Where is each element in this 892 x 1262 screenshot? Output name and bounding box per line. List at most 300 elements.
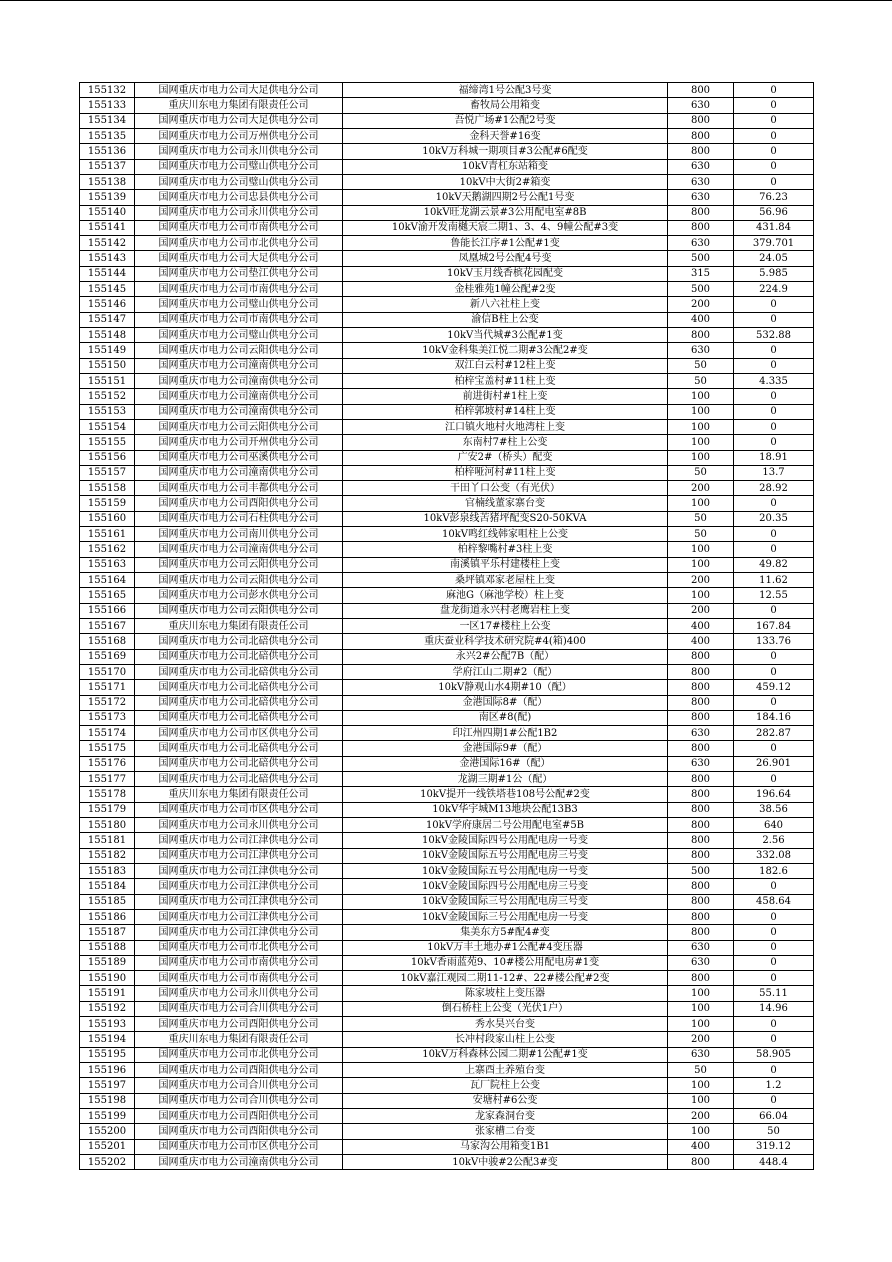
transformer-name-cell: 长冲村段家山柱上公变: [343, 1032, 668, 1047]
transformer-name-cell: 一区17#楼柱上公变: [343, 618, 668, 633]
table-row: [80, 266, 814, 281]
company-cell: 国网重庆市电力公司江津供电分公司: [135, 879, 343, 894]
company-cell: 国网重庆市电力公司市南供电分公司: [135, 312, 343, 327]
company-cell: 国网重庆市电力公司潼南供电分公司: [135, 389, 343, 404]
value-cell: 167.84: [734, 618, 814, 633]
transformer-name-cell: 10kV中大街2#箱变: [343, 174, 668, 189]
company-cell: 国网重庆市电力公司开州供电分公司: [135, 435, 343, 450]
row-id-cell: 155169: [80, 649, 135, 664]
capacity-cell: 400: [668, 618, 734, 633]
company-cell: 国网重庆市电力公司北碚供电分公司: [135, 741, 343, 756]
row-id-cell: 155147: [80, 312, 135, 327]
value-cell: 640: [734, 818, 814, 833]
transformer-name-cell: 柏梓郭坡村#14柱上变: [343, 404, 668, 419]
table-row: [80, 328, 814, 343]
table-row: [80, 557, 814, 572]
capacity-cell: 100: [668, 1124, 734, 1139]
capacity-cell: 50: [668, 1063, 734, 1078]
table-row: [80, 986, 814, 1001]
company-cell: 国网重庆市电力公司垫江供电分公司: [135, 266, 343, 281]
row-id-cell: 155183: [80, 863, 135, 878]
value-cell: 0: [734, 1032, 814, 1047]
row-id-cell: 155168: [80, 634, 135, 649]
table-row: [80, 251, 814, 266]
company-cell: 国网重庆市电力公司酉阳供电分公司: [135, 1108, 343, 1123]
transformer-name-cell: 上寨酉土养殖台变: [343, 1063, 668, 1078]
value-cell: 379.701: [734, 236, 814, 251]
capacity-cell: 100: [668, 1017, 734, 1032]
capacity-cell: 800: [668, 848, 734, 863]
value-cell: 14.96: [734, 1001, 814, 1016]
transformer-name-cell: 龙湖三期#1公（配）: [343, 772, 668, 787]
company-cell: 国网重庆市电力公司云阳供电分公司: [135, 557, 343, 572]
value-cell: 0: [734, 1063, 814, 1078]
company-cell: 国网重庆市电力公司酉阳供电分公司: [135, 496, 343, 511]
transformer-name-cell: 秀水昊兴台变: [343, 1017, 668, 1032]
row-id-cell: 155180: [80, 818, 135, 833]
transformer-name-cell: 10kV彭泉线苦猪坪配变S20-50KVA: [343, 511, 668, 526]
value-cell: 0: [734, 1093, 814, 1108]
table-row: [80, 1063, 814, 1078]
company-cell: 国网重庆市电力公司潼南供电分公司: [135, 404, 343, 419]
transformer-name-cell: 张家槽二台变: [343, 1124, 668, 1139]
value-cell: 1.2: [734, 1078, 814, 1093]
table-row: [80, 1154, 814, 1169]
row-id-cell: 155155: [80, 435, 135, 450]
table-row: [80, 83, 814, 98]
company-cell: 国网重庆市电力公司江津供电分公司: [135, 894, 343, 909]
company-cell: 重庆川东电力集团有限责任公司: [135, 1032, 343, 1047]
company-cell: 国网重庆市电力公司北碚供电分公司: [135, 649, 343, 664]
value-cell: 0: [734, 404, 814, 419]
capacity-cell: 800: [668, 205, 734, 220]
transformer-name-cell: 10kV香雨蓝苑9、10#楼公用配电房#1变: [343, 955, 668, 970]
transformer-name-cell: 10kV青杠东站箱变: [343, 159, 668, 174]
transformer-name-cell: 南溪镇平乐村建楼柱上变: [343, 557, 668, 572]
transformer-name-cell: 印江州四期1#公配1B2: [343, 726, 668, 741]
company-cell: 国网重庆市电力公司丰都供电分公司: [135, 481, 343, 496]
row-id-cell: 155157: [80, 465, 135, 480]
company-cell: 国网重庆市电力公司大足供电分公司: [135, 251, 343, 266]
value-cell: 0: [734, 113, 814, 128]
transformer-name-cell: 10kV学府康居二号公用配电室#5B: [343, 818, 668, 833]
table-row: [80, 220, 814, 235]
capacity-cell: 50: [668, 527, 734, 542]
value-cell: 224.9: [734, 282, 814, 297]
row-id-cell: 155166: [80, 603, 135, 618]
row-id-cell: 155143: [80, 251, 135, 266]
value-cell: 0: [734, 128, 814, 143]
table-row: [80, 787, 814, 802]
capacity-cell: 100: [668, 1093, 734, 1108]
table-row: [80, 1078, 814, 1093]
value-cell: 332.08: [734, 848, 814, 863]
value-cell: 28.92: [734, 481, 814, 496]
value-cell: 0: [734, 435, 814, 450]
transformer-name-cell: 金科天誉#16变: [343, 128, 668, 143]
transformer-name-cell: 新八六社柱上变: [343, 297, 668, 312]
company-cell: 国网重庆市电力公司潼南供电分公司: [135, 373, 343, 388]
table-row: [80, 680, 814, 695]
value-cell: 0: [734, 955, 814, 970]
company-cell: 国网重庆市电力公司永川供电分公司: [135, 205, 343, 220]
value-cell: 0: [734, 144, 814, 159]
table-row: [80, 1124, 814, 1139]
row-id-cell: 155193: [80, 1017, 135, 1032]
capacity-cell: 200: [668, 297, 734, 312]
company-cell: 国网重庆市电力公司北碚供电分公司: [135, 756, 343, 771]
table-row: [80, 772, 814, 787]
value-cell: 431.84: [734, 220, 814, 235]
capacity-cell: 800: [668, 144, 734, 159]
row-id-cell: 155132: [80, 83, 135, 98]
capacity-cell: 100: [668, 1001, 734, 1016]
table-row: [80, 726, 814, 741]
value-cell: 12.55: [734, 588, 814, 603]
table-row: [80, 971, 814, 986]
capacity-cell: 100: [668, 419, 734, 434]
value-cell: 182.6: [734, 863, 814, 878]
capacity-cell: 800: [668, 328, 734, 343]
transformer-name-cell: 10kV华宇城M13地块公配13B3: [343, 802, 668, 817]
transformer-name-cell: 金港国际8#（配）: [343, 695, 668, 710]
row-id-cell: 155142: [80, 236, 135, 251]
transformer-name-cell: 干田丫口公变（有光伏）: [343, 481, 668, 496]
table-row: [80, 1047, 814, 1062]
company-cell: 国网重庆市电力公司潼南供电分公司: [135, 465, 343, 480]
capacity-cell: 100: [668, 1078, 734, 1093]
transformer-name-cell: 重庆蚕业科学技术研究院#4(箱)400: [343, 634, 668, 649]
transformer-name-cell: 前进街村#1柱上变: [343, 389, 668, 404]
capacity-cell: 630: [668, 726, 734, 741]
company-cell: 国网重庆市电力公司市区供电分公司: [135, 1139, 343, 1154]
table-row: [80, 343, 814, 358]
table-row: [80, 159, 814, 174]
capacity-cell: 50: [668, 358, 734, 373]
capacity-cell: 400: [668, 312, 734, 327]
value-cell: 0: [734, 343, 814, 358]
value-cell: 0: [734, 695, 814, 710]
transformer-name-cell: 金港国际9#（配）: [343, 741, 668, 756]
value-cell: 0: [734, 297, 814, 312]
transformer-name-cell: 10kV天鹅湖四期2号公配1号变: [343, 190, 668, 205]
table-row: [80, 465, 814, 480]
capacity-cell: 800: [668, 772, 734, 787]
capacity-cell: 800: [668, 649, 734, 664]
value-cell: 2.56: [734, 833, 814, 848]
row-id-cell: 155145: [80, 282, 135, 297]
table-row: [80, 848, 814, 863]
capacity-cell: 630: [668, 174, 734, 189]
transformer-name-cell: 10kV中骏#2公配3#变: [343, 1154, 668, 1169]
value-cell: 0: [734, 419, 814, 434]
capacity-cell: 630: [668, 159, 734, 174]
transformer-name-cell: 10kV嘉江观园二期11-12#、22#楼公配#2变: [343, 971, 668, 986]
capacity-cell: 800: [668, 741, 734, 756]
row-id-cell: 155201: [80, 1139, 135, 1154]
company-cell: 国网重庆市电力公司石柱供电分公司: [135, 511, 343, 526]
value-cell: 184.16: [734, 710, 814, 725]
capacity-cell: 50: [668, 465, 734, 480]
value-cell: 0: [734, 909, 814, 924]
company-cell: 国网重庆市电力公司璧山供电分公司: [135, 297, 343, 312]
company-cell: 国网重庆市电力公司永川供电分公司: [135, 818, 343, 833]
company-cell: 国网重庆市电力公司潼南供电分公司: [135, 358, 343, 373]
value-cell: 5.985: [734, 266, 814, 281]
transformer-name-cell: 10kV金陵国际三号公用配电房一号变: [343, 909, 668, 924]
transformer-name-cell: 马家沟公用箱变1B1: [343, 1139, 668, 1154]
row-id-cell: 155134: [80, 113, 135, 128]
transformer-name-cell: 柏梓哑河村#11柱上变: [343, 465, 668, 480]
row-id-cell: 155172: [80, 695, 135, 710]
value-cell: 49.82: [734, 557, 814, 572]
company-cell: 国网重庆市电力公司合川供电分公司: [135, 1078, 343, 1093]
table-row: [80, 756, 814, 771]
transformer-name-cell: 柏梓黎嘴村#3柱上变: [343, 542, 668, 557]
transformer-name-cell: 福缔湾1号公配3号变: [343, 83, 668, 98]
capacity-cell: 50: [668, 373, 734, 388]
company-cell: 国网重庆市电力公司酉阳供电分公司: [135, 1063, 343, 1078]
capacity-cell: 800: [668, 128, 734, 143]
transformer-name-cell: 陈家坡柱上变压器: [343, 986, 668, 1001]
table-row: [80, 527, 814, 542]
capacity-cell: 100: [668, 588, 734, 603]
table-row: [80, 312, 814, 327]
row-id-cell: 155148: [80, 328, 135, 343]
company-cell: 国网重庆市电力公司江津供电分公司: [135, 833, 343, 848]
company-cell: 国网重庆市电力公司万州供电分公司: [135, 128, 343, 143]
value-cell: 0: [734, 159, 814, 174]
transformer-name-cell: 金桂雅苑1幢公配#2变: [343, 282, 668, 297]
capacity-cell: 100: [668, 389, 734, 404]
transformer-table: [79, 82, 814, 1170]
table-row: [80, 863, 814, 878]
transformer-name-cell: 10kV金陵国际四号公用配电房三号变: [343, 879, 668, 894]
company-cell: 国网重庆市电力公司市区供电分公司: [135, 726, 343, 741]
row-id-cell: 155153: [80, 404, 135, 419]
table-body: [80, 83, 814, 1170]
top-border-line: [0, 0, 892, 1]
table-row: [80, 741, 814, 756]
row-id-cell: 155163: [80, 557, 135, 572]
table-row: [80, 174, 814, 189]
capacity-cell: 800: [668, 787, 734, 802]
value-cell: 0: [734, 83, 814, 98]
value-cell: 0: [734, 603, 814, 618]
capacity-cell: 200: [668, 1108, 734, 1123]
capacity-cell: 500: [668, 863, 734, 878]
row-id-cell: 155194: [80, 1032, 135, 1047]
company-cell: 国网重庆市电力公司北碚供电分公司: [135, 710, 343, 725]
table-row: [80, 894, 814, 909]
transformer-name-cell: 鲁能长江序#1公配#1变: [343, 236, 668, 251]
row-id-cell: 155140: [80, 205, 135, 220]
company-cell: 国网重庆市电力公司市北供电分公司: [135, 1047, 343, 1062]
capacity-cell: 100: [668, 986, 734, 1001]
row-id-cell: 155186: [80, 909, 135, 924]
capacity-cell: 800: [668, 894, 734, 909]
company-cell: 国网重庆市电力公司市南供电分公司: [135, 282, 343, 297]
capacity-cell: 800: [668, 833, 734, 848]
transformer-name-cell: 江口镇火地村火地湾柱上变: [343, 419, 668, 434]
table-row: [80, 419, 814, 434]
table-row: [80, 98, 814, 113]
row-id-cell: 155150: [80, 358, 135, 373]
transformer-name-cell: 10kV渝开发南樾天宸二期1、3、4、9幢公配#3变: [343, 220, 668, 235]
row-id-cell: 155182: [80, 848, 135, 863]
table-row: [80, 511, 814, 526]
row-id-cell: 155200: [80, 1124, 135, 1139]
value-cell: 66.04: [734, 1108, 814, 1123]
row-id-cell: 155146: [80, 297, 135, 312]
row-id-cell: 155159: [80, 496, 135, 511]
company-cell: 国网重庆市电力公司璧山供电分公司: [135, 174, 343, 189]
value-cell: 0: [734, 971, 814, 986]
row-id-cell: 155151: [80, 373, 135, 388]
transformer-name-cell: 学府江山二期#2（配）: [343, 664, 668, 679]
capacity-cell: 500: [668, 251, 734, 266]
table-row: [80, 190, 814, 205]
value-cell: 0: [734, 389, 814, 404]
value-cell: 56.96: [734, 205, 814, 220]
capacity-cell: 800: [668, 802, 734, 817]
row-id-cell: 155195: [80, 1047, 135, 1062]
value-cell: 55.11: [734, 986, 814, 1001]
company-cell: 国网重庆市电力公司酉阳供电分公司: [135, 1124, 343, 1139]
row-id-cell: 155199: [80, 1108, 135, 1123]
company-cell: 国网重庆市电力公司北碚供电分公司: [135, 695, 343, 710]
table-row: [80, 925, 814, 940]
capacity-cell: 800: [668, 925, 734, 940]
company-cell: 国网重庆市电力公司巫溪供电分公司: [135, 450, 343, 465]
row-id-cell: 155161: [80, 527, 135, 542]
value-cell: 0: [734, 649, 814, 664]
value-cell: 24.05: [734, 251, 814, 266]
company-cell: 国网重庆市电力公司北碚供电分公司: [135, 772, 343, 787]
capacity-cell: 800: [668, 909, 734, 924]
row-id-cell: 155144: [80, 266, 135, 281]
transformer-name-cell: 10kV鸣红线韩家咀柱上公变: [343, 527, 668, 542]
company-cell: 国网重庆市电力公司璧山供电分公司: [135, 328, 343, 343]
company-cell: 国网重庆市电力公司潼南供电分公司: [135, 1154, 343, 1169]
value-cell: 76.23: [734, 190, 814, 205]
capacity-cell: 100: [668, 557, 734, 572]
capacity-cell: 630: [668, 190, 734, 205]
row-id-cell: 155160: [80, 511, 135, 526]
capacity-cell: 630: [668, 955, 734, 970]
transformer-name-cell: 桑坪镇邓家老屋柱上变: [343, 573, 668, 588]
table-row: [80, 1001, 814, 1016]
table-row: [80, 940, 814, 955]
transformer-name-cell: 渝信B柱上公变: [343, 312, 668, 327]
value-cell: 4.335: [734, 373, 814, 388]
table-row: [80, 205, 814, 220]
row-id-cell: 155156: [80, 450, 135, 465]
company-cell: 国网重庆市电力公司永川供电分公司: [135, 144, 343, 159]
capacity-cell: 200: [668, 481, 734, 496]
row-id-cell: 155184: [80, 879, 135, 894]
table-row: [80, 649, 814, 664]
row-id-cell: 155139: [80, 190, 135, 205]
value-cell: 458.64: [734, 894, 814, 909]
capacity-cell: 800: [668, 664, 734, 679]
row-id-cell: 155175: [80, 741, 135, 756]
company-cell: 国网重庆市电力公司市南供电分公司: [135, 955, 343, 970]
table-row: [80, 664, 814, 679]
capacity-cell: 800: [668, 220, 734, 235]
capacity-cell: 630: [668, 756, 734, 771]
transformer-name-cell: 10kV金陵国际三号公用配电房三号变: [343, 894, 668, 909]
row-id-cell: 155189: [80, 955, 135, 970]
transformer-name-cell: 10kV静观山水4期#10（配）: [343, 680, 668, 695]
table-row: [80, 909, 814, 924]
capacity-cell: 800: [668, 818, 734, 833]
table-row: [80, 879, 814, 894]
row-id-cell: 155197: [80, 1078, 135, 1093]
table-row: [80, 128, 814, 143]
value-cell: 0: [734, 174, 814, 189]
table-row: [80, 833, 814, 848]
table-row: [80, 1032, 814, 1047]
table-row: [80, 618, 814, 633]
value-cell: 11.62: [734, 573, 814, 588]
table-row: [80, 435, 814, 450]
row-id-cell: 155198: [80, 1093, 135, 1108]
company-cell: 国网重庆市电力公司潼南供电分公司: [135, 542, 343, 557]
transformer-name-cell: 倒石桥柱上公变（光伏1户）: [343, 1001, 668, 1016]
table-row: [80, 818, 814, 833]
table-row: [80, 144, 814, 159]
value-cell: 282.87: [734, 726, 814, 741]
company-cell: 国网重庆市电力公司云阳供电分公司: [135, 603, 343, 618]
row-id-cell: 155162: [80, 542, 135, 557]
capacity-cell: 630: [668, 1047, 734, 1062]
transformer-name-cell: 安塘村#6公变: [343, 1093, 668, 1108]
capacity-cell: 800: [668, 83, 734, 98]
value-cell: 133.76: [734, 634, 814, 649]
company-cell: 国网重庆市电力公司市区供电分公司: [135, 802, 343, 817]
row-id-cell: 155187: [80, 925, 135, 940]
table-row: [80, 236, 814, 251]
row-id-cell: 155154: [80, 419, 135, 434]
value-cell: 18.91: [734, 450, 814, 465]
capacity-cell: 800: [668, 971, 734, 986]
table-row: [80, 695, 814, 710]
capacity-cell: 800: [668, 879, 734, 894]
company-cell: 国网重庆市电力公司云阳供电分公司: [135, 343, 343, 358]
capacity-cell: 800: [668, 695, 734, 710]
transformer-name-cell: 双江白云村#12柱上变: [343, 358, 668, 373]
company-cell: 国网重庆市电力公司忠县供电分公司: [135, 190, 343, 205]
value-cell: 0: [734, 664, 814, 679]
table-row: [80, 358, 814, 373]
value-cell: 196.64: [734, 787, 814, 802]
transformer-name-cell: 盘龙街道永兴村老鹰岩柱上变: [343, 603, 668, 618]
capacity-cell: 315: [668, 266, 734, 281]
value-cell: 0: [734, 940, 814, 955]
value-cell: 26.901: [734, 756, 814, 771]
value-cell: 0: [734, 925, 814, 940]
row-id-cell: 155164: [80, 573, 135, 588]
table-row: [80, 282, 814, 297]
row-id-cell: 155170: [80, 664, 135, 679]
table-row: [80, 634, 814, 649]
row-id-cell: 155171: [80, 680, 135, 695]
capacity-cell: 800: [668, 680, 734, 695]
table-row: [80, 404, 814, 419]
table-row: [80, 1093, 814, 1108]
row-id-cell: 155181: [80, 833, 135, 848]
